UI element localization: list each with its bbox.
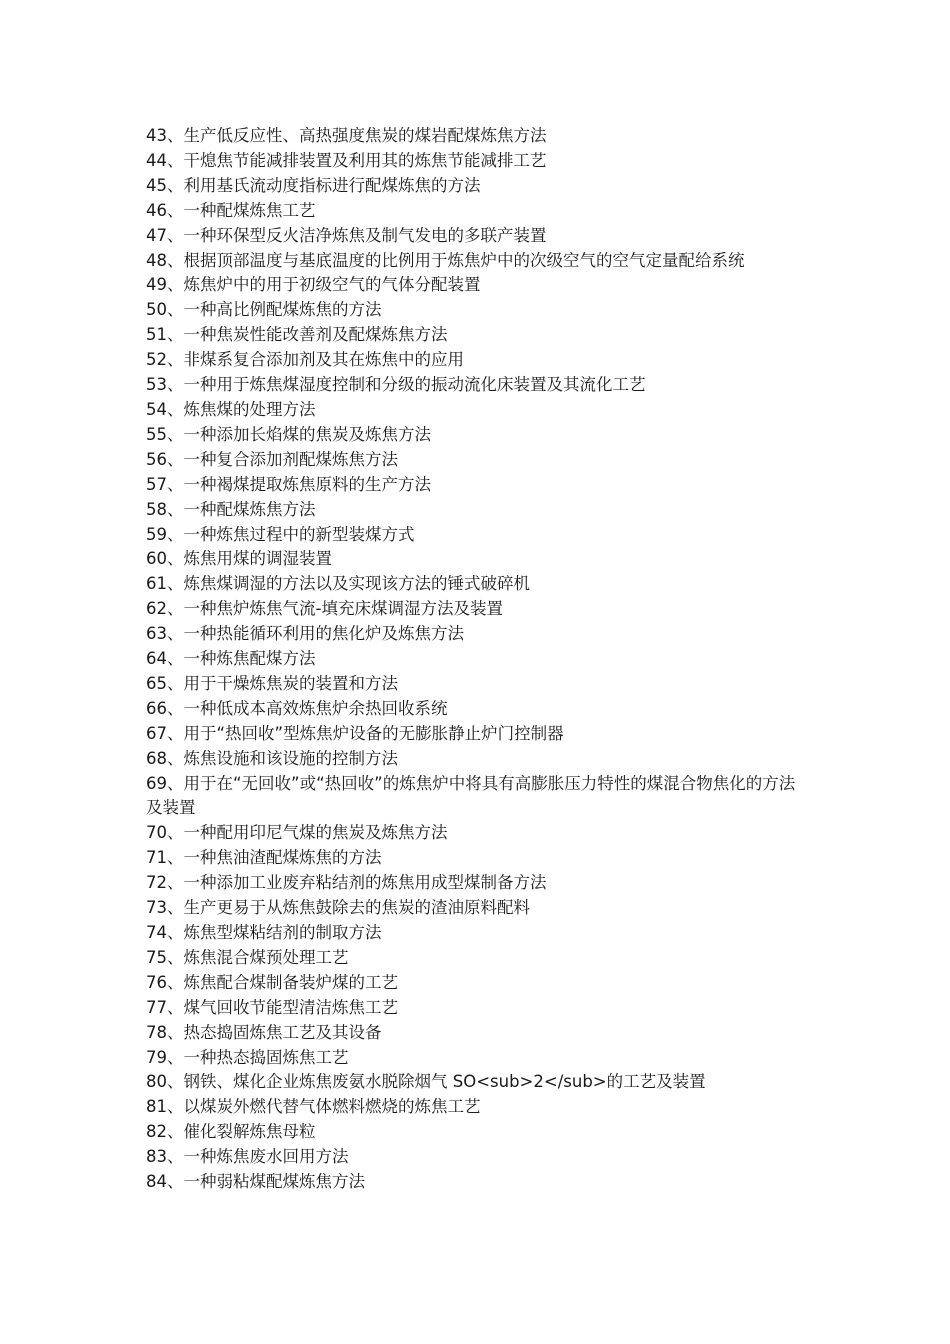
list-item: 76、炼焦配合煤制备装炉煤的工艺 [146, 972, 398, 992]
list-item: 73、生产更易于从炼焦鼓除去的焦炭的渣油原料配料 [146, 898, 530, 918]
list-item: 55、一种添加长焰煤的焦炭及炼焦方法 [146, 424, 431, 444]
list-item: 80、钢铁、煤化企业炼焦废氨水脱除烟气 SO<sub>2</sub>的工艺及装置 [146, 1072, 706, 1092]
list-item: 49、炼焦炉中的用于初级空气的气体分配装置 [146, 275, 481, 295]
list-item: 66、一种低成本高效炼焦炉余热回收系统 [146, 698, 448, 718]
list-item: 56、一种复合添加剂配煤炼焦方法 [146, 449, 398, 469]
list-item: 72、一种添加工业废弃粘结剂的炼焦用成型煤制备方法 [146, 873, 547, 893]
list-item: 67、用于“热回收”型炼焦炉设备的无膨胀静止炉门控制器 [146, 723, 564, 743]
list-item: 52、非煤系复合添加剂及其在炼焦中的应用 [146, 350, 464, 370]
list-item: 78、热态捣固炼焦工艺及其设备 [146, 1022, 382, 1042]
list-item: 61、炼焦煤调湿的方法以及实现该方法的锤式破碎机 [146, 574, 530, 594]
list-item: 65、用于干燥炼焦炭的装置和方法 [146, 673, 398, 693]
list-item: 54、炼焦煤的处理方法 [146, 399, 316, 419]
list-item: 81、以煤炭外燃代替气体燃料燃烧的炼焦工艺 [146, 1097, 481, 1117]
list-item: 63、一种热能循环利用的焦化炉及炼焦方法 [146, 624, 464, 644]
list-item: 79、一种热态捣固炼焦工艺 [146, 1047, 349, 1067]
list-item: 46、一种配煤炼焦工艺 [146, 200, 316, 220]
list-item: 70、一种配用印尼气煤的焦炭及炼焦方法 [146, 823, 448, 843]
list-item: 82、催化裂解炼焦母粒 [146, 1122, 316, 1142]
list-item: 51、一种焦炭性能改善剂及配煤炼焦方法 [146, 325, 448, 345]
list-item: 83、一种炼焦废水回用方法 [146, 1147, 349, 1167]
list-item: 53、一种用于炼焦煤湿度控制和分级的振动流化床装置及其流化工艺 [146, 375, 646, 395]
list-item: 44、干熄焦节能减排装置及利用其的炼焦节能减排工艺 [146, 150, 547, 170]
list-item: 48、根据顶部温度与基底温度的比例用于炼焦炉中的次级空气的空气定量配给系统 [146, 250, 745, 270]
list-item: 57、一种褐煤提取炼焦原料的生产方法 [146, 474, 431, 494]
list-item: 75、炼焦混合煤预处理工艺 [146, 947, 349, 967]
list-item: 60、炼焦用煤的调湿装置 [146, 549, 332, 569]
list-item: 59、一种炼焦过程中的新型装煤方式 [146, 524, 415, 544]
list-item: 43、生产低反应性、高热强度焦炭的煤岩配煤炼焦方法 [146, 126, 547, 145]
list-item: 84、一种弱粘煤配煤炼焦方法 [146, 1172, 365, 1192]
list-item: 47、一种环保型反火洁净炼焦及制气发电的多联产装置 [146, 225, 547, 245]
list-item: 58、一种配煤炼焦方法 [146, 499, 316, 519]
list-item: 71、一种焦油渣配煤炼焦的方法 [146, 848, 382, 868]
list-item: 64、一种炼焦配煤方法 [146, 649, 316, 669]
list-item: 68、炼焦设施和该设施的控制方法 [146, 748, 398, 768]
list-item: 74、炼焦型煤粘结剂的制取方法 [146, 923, 382, 942]
list-item: 62、一种焦炉炼焦气流-填充床煤调湿方法及装置 [146, 599, 503, 619]
list-item: 69、用于在“无回收”或“热回收”的炼焦炉中将具有高膨胀压力特性的煤混合物焦化的方法及装置 [146, 773, 796, 818]
list-item: 77、煤气回收节能型清洁炼焦工艺 [146, 997, 398, 1017]
list-item: 50、一种高比例配煤炼焦的方法 [146, 300, 382, 320]
list-item: 45、利用基氏流动度指标进行配煤炼焦的方法 [146, 175, 481, 195]
patent-list [146, 124, 811, 1195]
